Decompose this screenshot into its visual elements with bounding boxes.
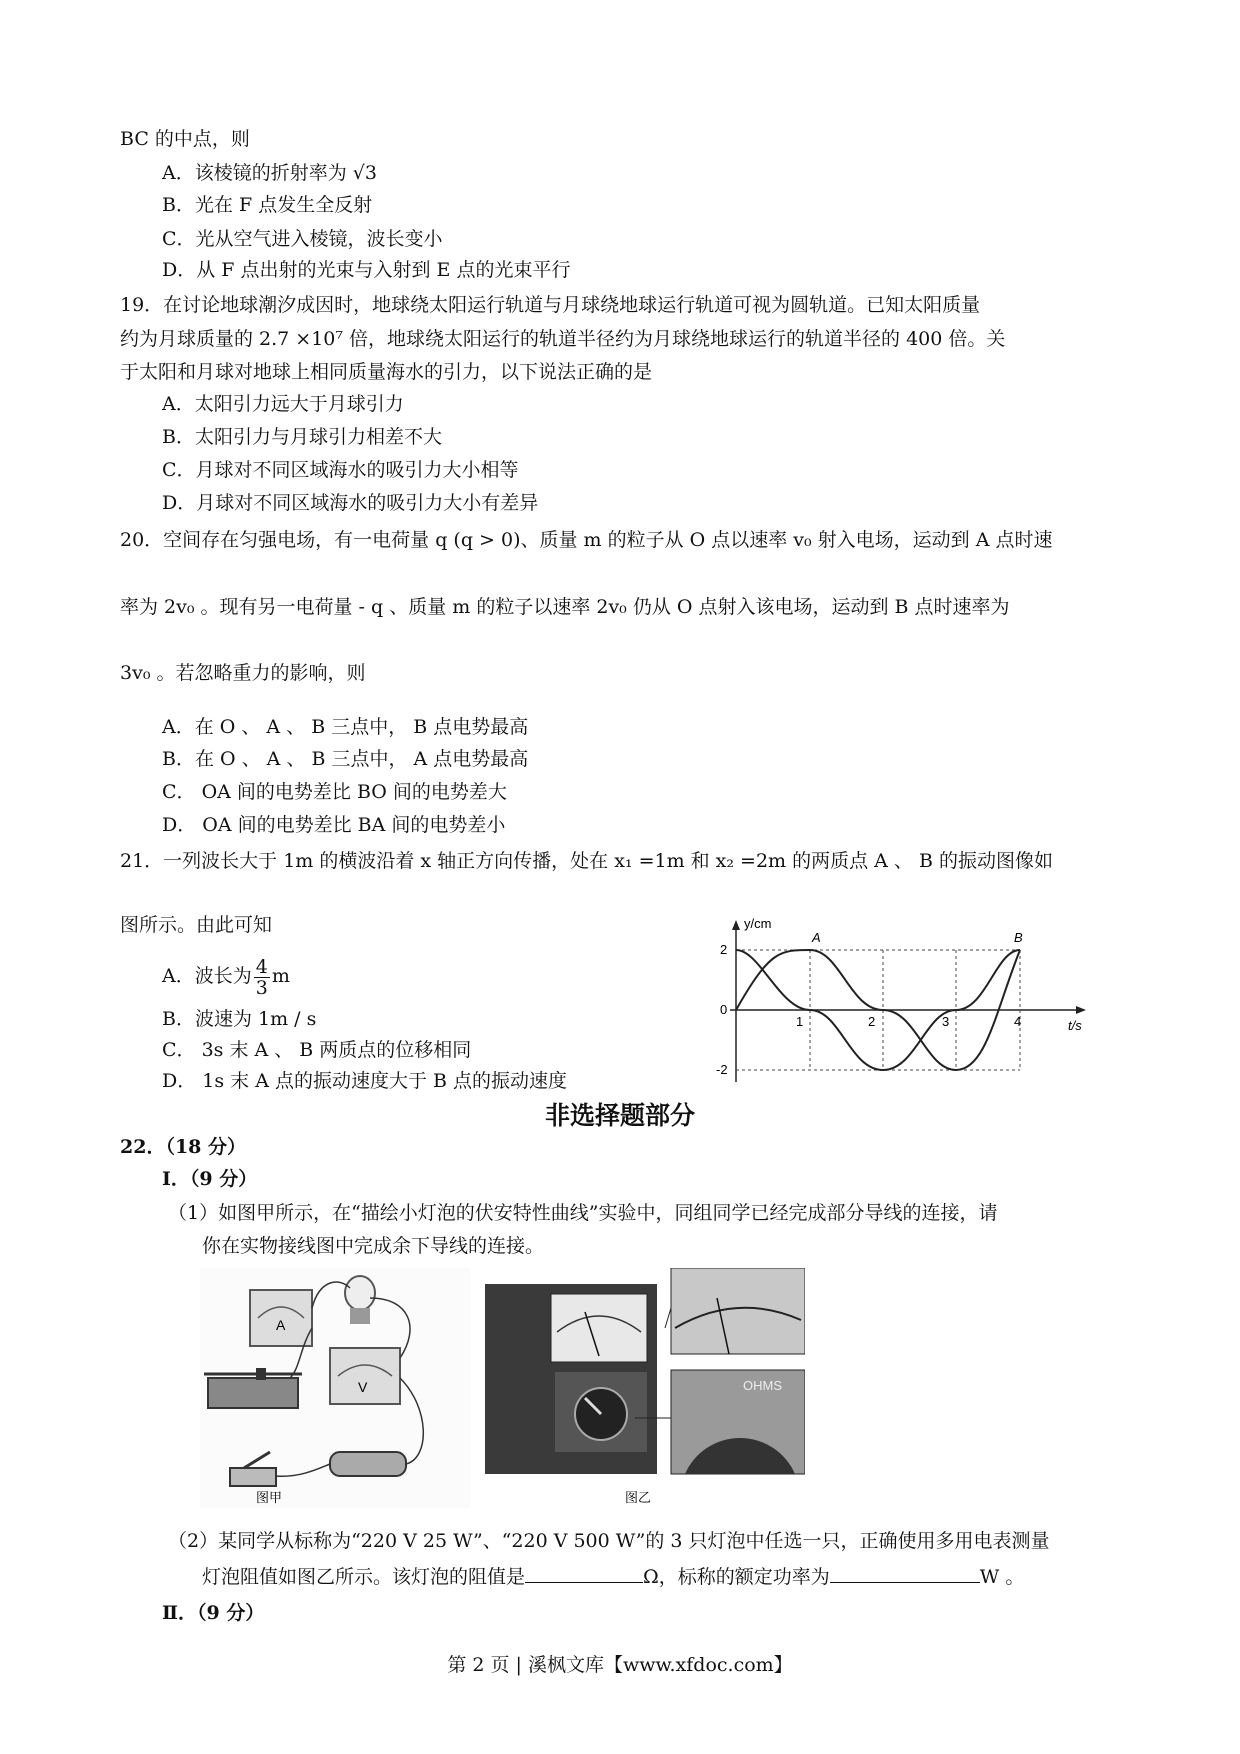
q22-part-i: Ⅰ．（9 分）	[162, 1168, 258, 1190]
y-axis-label: y/cm	[744, 918, 772, 931]
bulb	[345, 1276, 375, 1310]
figure-yi	[485, 1268, 805, 1508]
q18-stem-tail: BC 的中点，则	[120, 128, 250, 150]
q22-1-line1: （1）如图甲所示，在“描绘小灯泡的伏安特性曲线”实验中，同组同学已经完成部分导线的连接，请	[168, 1202, 998, 1224]
q21-option-c: C． 3s 末 A 、 B 两质点的位移相同	[162, 1039, 472, 1061]
bulb-socket	[350, 1308, 370, 1324]
q18-option-b: B．光在 F 点发生全反射	[162, 194, 373, 216]
q20-stem-line1: 20．空间存在匀强电场，有一电荷量 q (q > 0)、质量 m 的粒子从 O 点以速率 v₀ 射入电场，运动到 A 点时速	[120, 529, 1053, 551]
q22-part-ii: Ⅱ．（9 分）	[162, 1602, 265, 1624]
q20-stem-line2: 率为 2v₀ 。现有另一电荷量 - q 、质量 m 的粒子以速率 2v₀ 仍从 O 点射入该电场，运动到 B 点时速率为	[120, 596, 1010, 618]
y-tick-label: -2	[716, 1062, 728, 1077]
rheostat-slider	[256, 1368, 266, 1380]
q22-2-text-end: W 。	[979, 1566, 1025, 1588]
scale-closeup	[671, 1268, 805, 1354]
q22-2-line2	[202, 1562, 1024, 1590]
q18-option-a: A．该棱镜的折射率为 √3	[162, 162, 377, 184]
q21-option-b: B．波速为 1m / s	[162, 1008, 317, 1030]
fraction-numerator: 4	[255, 955, 268, 978]
point-label-b: B	[1014, 930, 1023, 945]
t-axis-label: t/s	[1068, 1018, 1082, 1033]
answer-blank-power[interactable]	[830, 1562, 980, 1583]
rheostat	[208, 1378, 298, 1408]
ohms-label: OHMS	[743, 1378, 782, 1393]
q21-stem-line2: 图所示。由此可知	[120, 914, 273, 936]
t-axis-arrow	[1076, 1006, 1086, 1014]
q19-option-c: C．月球对不同区域海水的吸引力大小相等	[162, 459, 519, 481]
q22-2-line1: （2）某同学从标称为“220 V 25 W”、“220 V 500 W”的 3 只灯泡中任选一只，正确使用多用电表测量	[168, 1530, 1050, 1552]
y-tick-label: 2	[720, 942, 728, 957]
q22-2-text-pre: 灯泡阻值如图乙所示。该灯泡的阻值是	[202, 1566, 526, 1588]
t-tick-label: 4	[1014, 1014, 1022, 1029]
q22-heading: 22．（18 分）	[120, 1136, 246, 1158]
vibration-graph	[700, 918, 1100, 1090]
page-footer: 第 2 页 | 溪枫文库【www.xfdoc.com】	[447, 1654, 793, 1676]
q18-option-c: C．光从空气进入棱镜，波长变小	[162, 228, 443, 250]
t-tick-label: 1	[796, 1014, 804, 1029]
switch	[230, 1468, 276, 1486]
q19-stem-line2: 约为月球质量的 2.7 ×10⁷ 倍，地球绕太阳运行的轨道半径约为月球绕地球运行的轨道半径的 400 倍。关	[120, 328, 1006, 350]
q20-option-b: B．在 O 、 A 、 B 三点中， A 点电势最高	[162, 748, 529, 770]
figure-jia	[200, 1268, 470, 1508]
q19-option-b: B．太阳引力与月球引力相差不大	[162, 426, 442, 448]
q19-option-a: A．太阳引力远大于月球引力	[162, 393, 404, 415]
q18-option-d: D．从 F 点出射的光束与入射到 E 点的光束平行	[162, 259, 571, 281]
q21-option-a-unit: m	[271, 965, 290, 987]
voltmeter-label: V	[358, 1379, 368, 1395]
q21-option-d: D． 1s 末 A 点的振动速度大于 B 点的振动速度	[162, 1070, 567, 1092]
section-heading: 非选择题部分	[544, 1101, 695, 1130]
ammeter-label: A	[276, 1317, 286, 1333]
q20-stem-line3: 3v₀ 。若忽略重力的影响，则	[120, 662, 366, 684]
answer-blank-resistance[interactable]	[525, 1562, 643, 1583]
y-tick-label: 0	[720, 1002, 728, 1017]
q21-stem-line1: 21．一列波长大于 1m 的横波沿着 x 轴正方向传播，处在 x₁ =1m 和 x₂ =2m 的两质点 A 、 B 的振动图像如	[120, 850, 1053, 872]
caption-yi: 图乙	[625, 1490, 652, 1505]
battery	[330, 1452, 406, 1476]
q22-1-line2: 你在实物接线图中完成余下导线的连接。	[202, 1235, 545, 1257]
voltmeter	[330, 1348, 400, 1404]
q20-option-a: A．在 O 、 A 、 B 三点中， B 点电势最高	[162, 716, 529, 738]
multimeter-dial	[551, 1294, 647, 1362]
q19-stem-line3: 于太阳和月球对地球上相同质量海水的引力，以下说法正确的是	[120, 361, 653, 383]
q21-option-a-prefix: A．波长为	[162, 965, 252, 987]
t-tick-label: 2	[868, 1014, 876, 1029]
y-axis-arrow	[732, 920, 740, 930]
q20-option-c: C． OA 间的电势差比 BO 间的电势差大	[162, 781, 507, 803]
fraction-denominator: 3	[255, 976, 268, 999]
q20-option-d: D． OA 间的电势差比 BA 间的电势差小	[162, 814, 506, 836]
q21-option-a	[162, 954, 290, 998]
q19-option-d: D．月球对不同区域海水的吸引力大小有差异	[162, 492, 539, 514]
t-tick-label: 3	[942, 1014, 950, 1029]
caption-jia: 图甲	[256, 1490, 283, 1505]
point-label-a: A	[812, 930, 821, 945]
fraction	[254, 957, 270, 998]
q19-stem-line1: 19．在讨论地球潮汐成因时，地球绕太阳运行轨道与月球绕地球运行轨道可视为圆轨道。已知太阳质量	[120, 294, 981, 316]
q22-2-text-mid: Ω，标称的额定功率为	[643, 1566, 830, 1588]
